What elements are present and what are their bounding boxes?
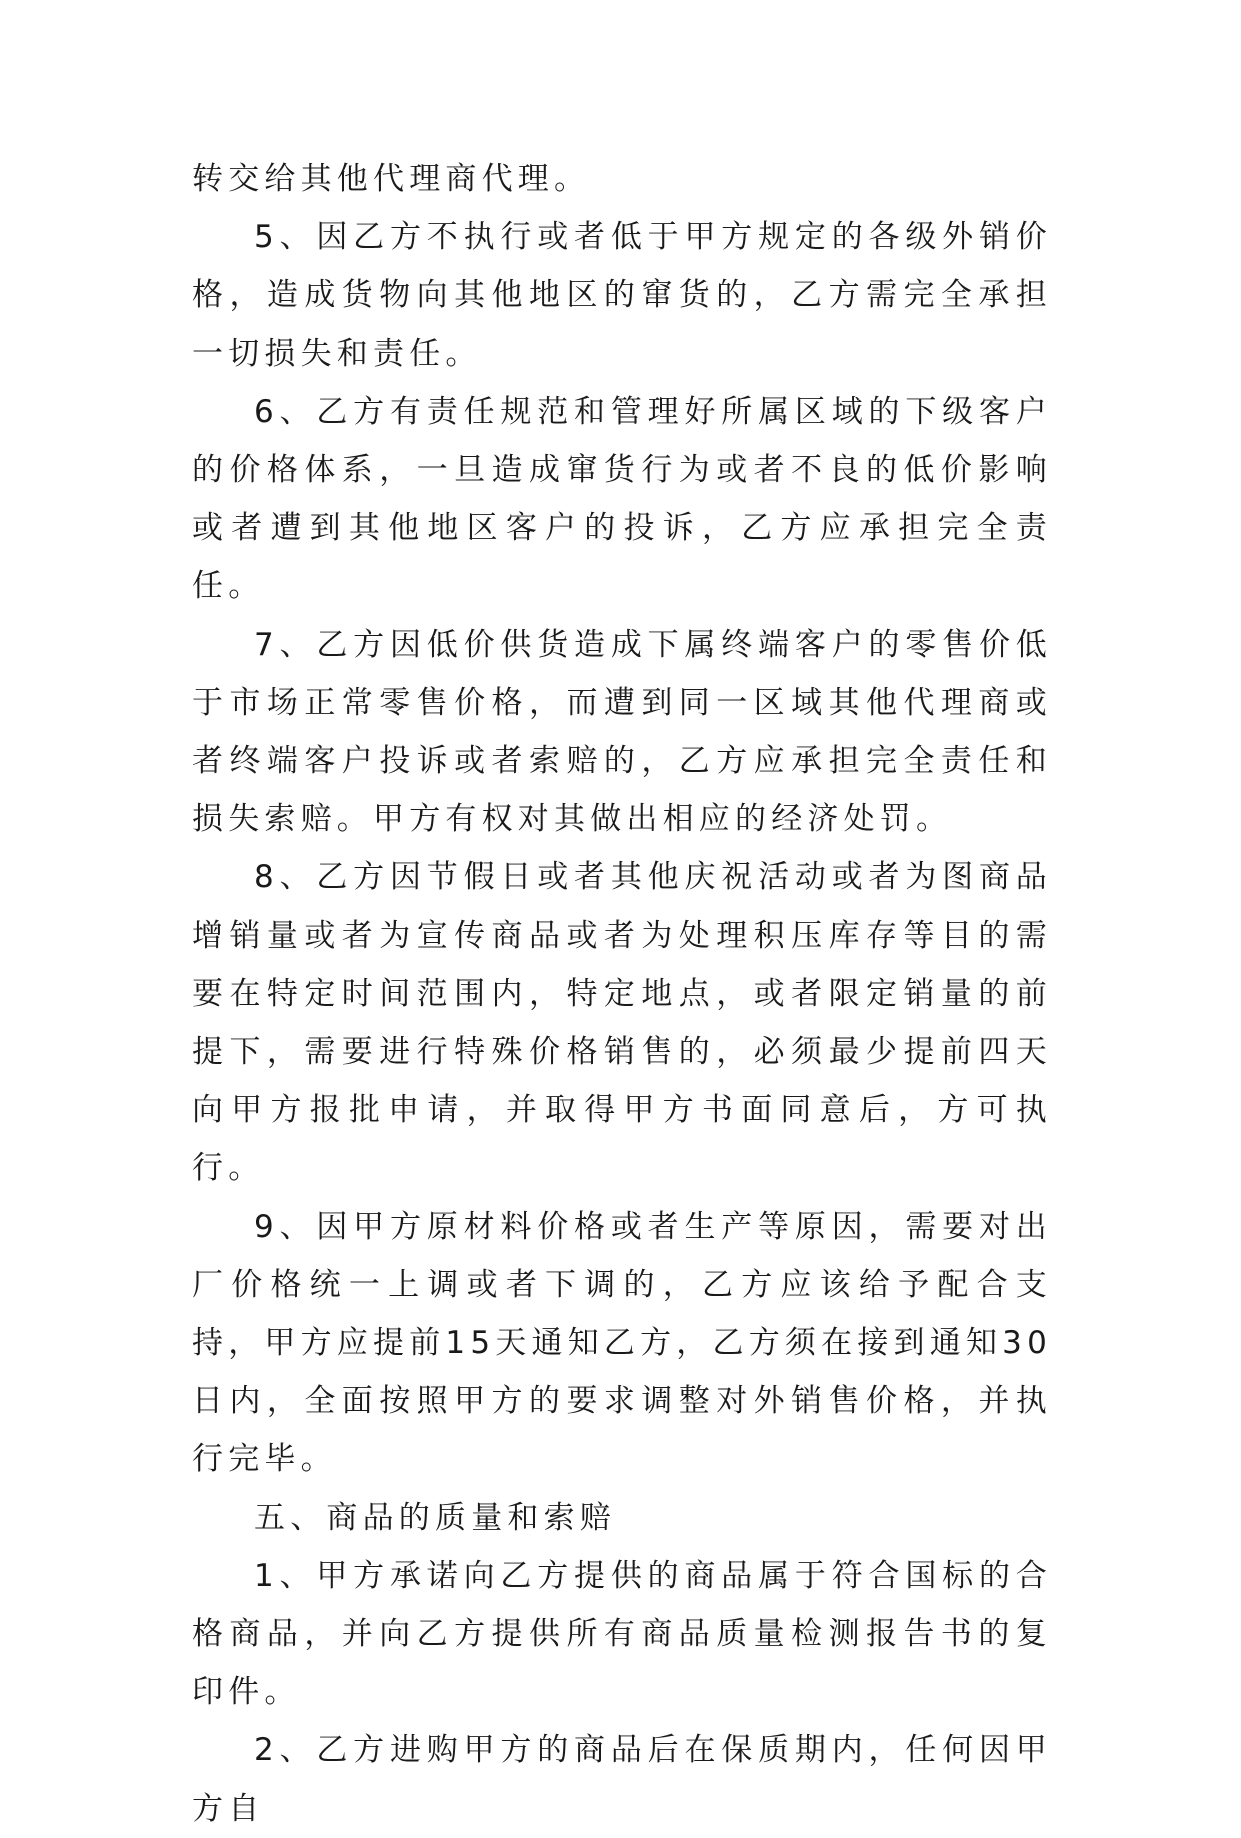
paragraph-continuation: 转交给其他代理商代理。 xyxy=(192,161,591,197)
quality-clause-1: 1、甲方承诺向乙方提供的商品属于符合国标的合格商品，并向乙方提供所有商品质量检测报告书的复印件。 xyxy=(192,1557,1052,1711)
clause-6: 6、乙方有责任规范和管理好所属区域的下级客户的价格体系，一旦造成窜货行为或者不良的低价影响或者遭到其他地区客户的投诉，乙方应承担完全责任。 xyxy=(192,393,1052,605)
clause-8: 8、乙方因节假日或者其他庆祝活动或者为图商品增销量或者为宣传商品或者为处理积压库存等目的需要在特定时间范围内，特定地点，或者限定销量的前提下，需要进行特殊价格销售的，必须最少提前四天向甲方报批申请，并取得甲方书面同意后，方可执行。 xyxy=(192,859,1052,1187)
quality-clause-2: 2、乙方进购甲方的商品后在保质期内，任何因甲方自 xyxy=(192,1732,1052,1827)
clause-7: 7、乙方因低价供货造成下属终端客户的零售价低于市场正常零售价格，而遭到同一区域其他代理商或者终端客户投诉或者索赔的，乙方应承担完全责任和损失索赔。甲方有权对其做出相应的经济处罚。 xyxy=(192,626,1052,838)
section-heading-quality: 五、商品的质量和索赔 xyxy=(254,1499,616,1536)
clause-9: 9、因甲方原材料价格或者生产等原因，需要对出厂价格统一上调或者下调的，乙方应该给予配合支持，甲方应提前15天通知乙方，乙方须在接到通知30日内，全面按照甲方的要求调整对外销售价格，并执行完毕。 xyxy=(192,1208,1052,1478)
clause-5: 5、因乙方不执行或者低于甲方规定的各级外销价格，造成货物向其他地区的窜货的，乙方需完全承担一切损失和责任。 xyxy=(192,219,1052,372)
document-body xyxy=(192,150,1052,1838)
